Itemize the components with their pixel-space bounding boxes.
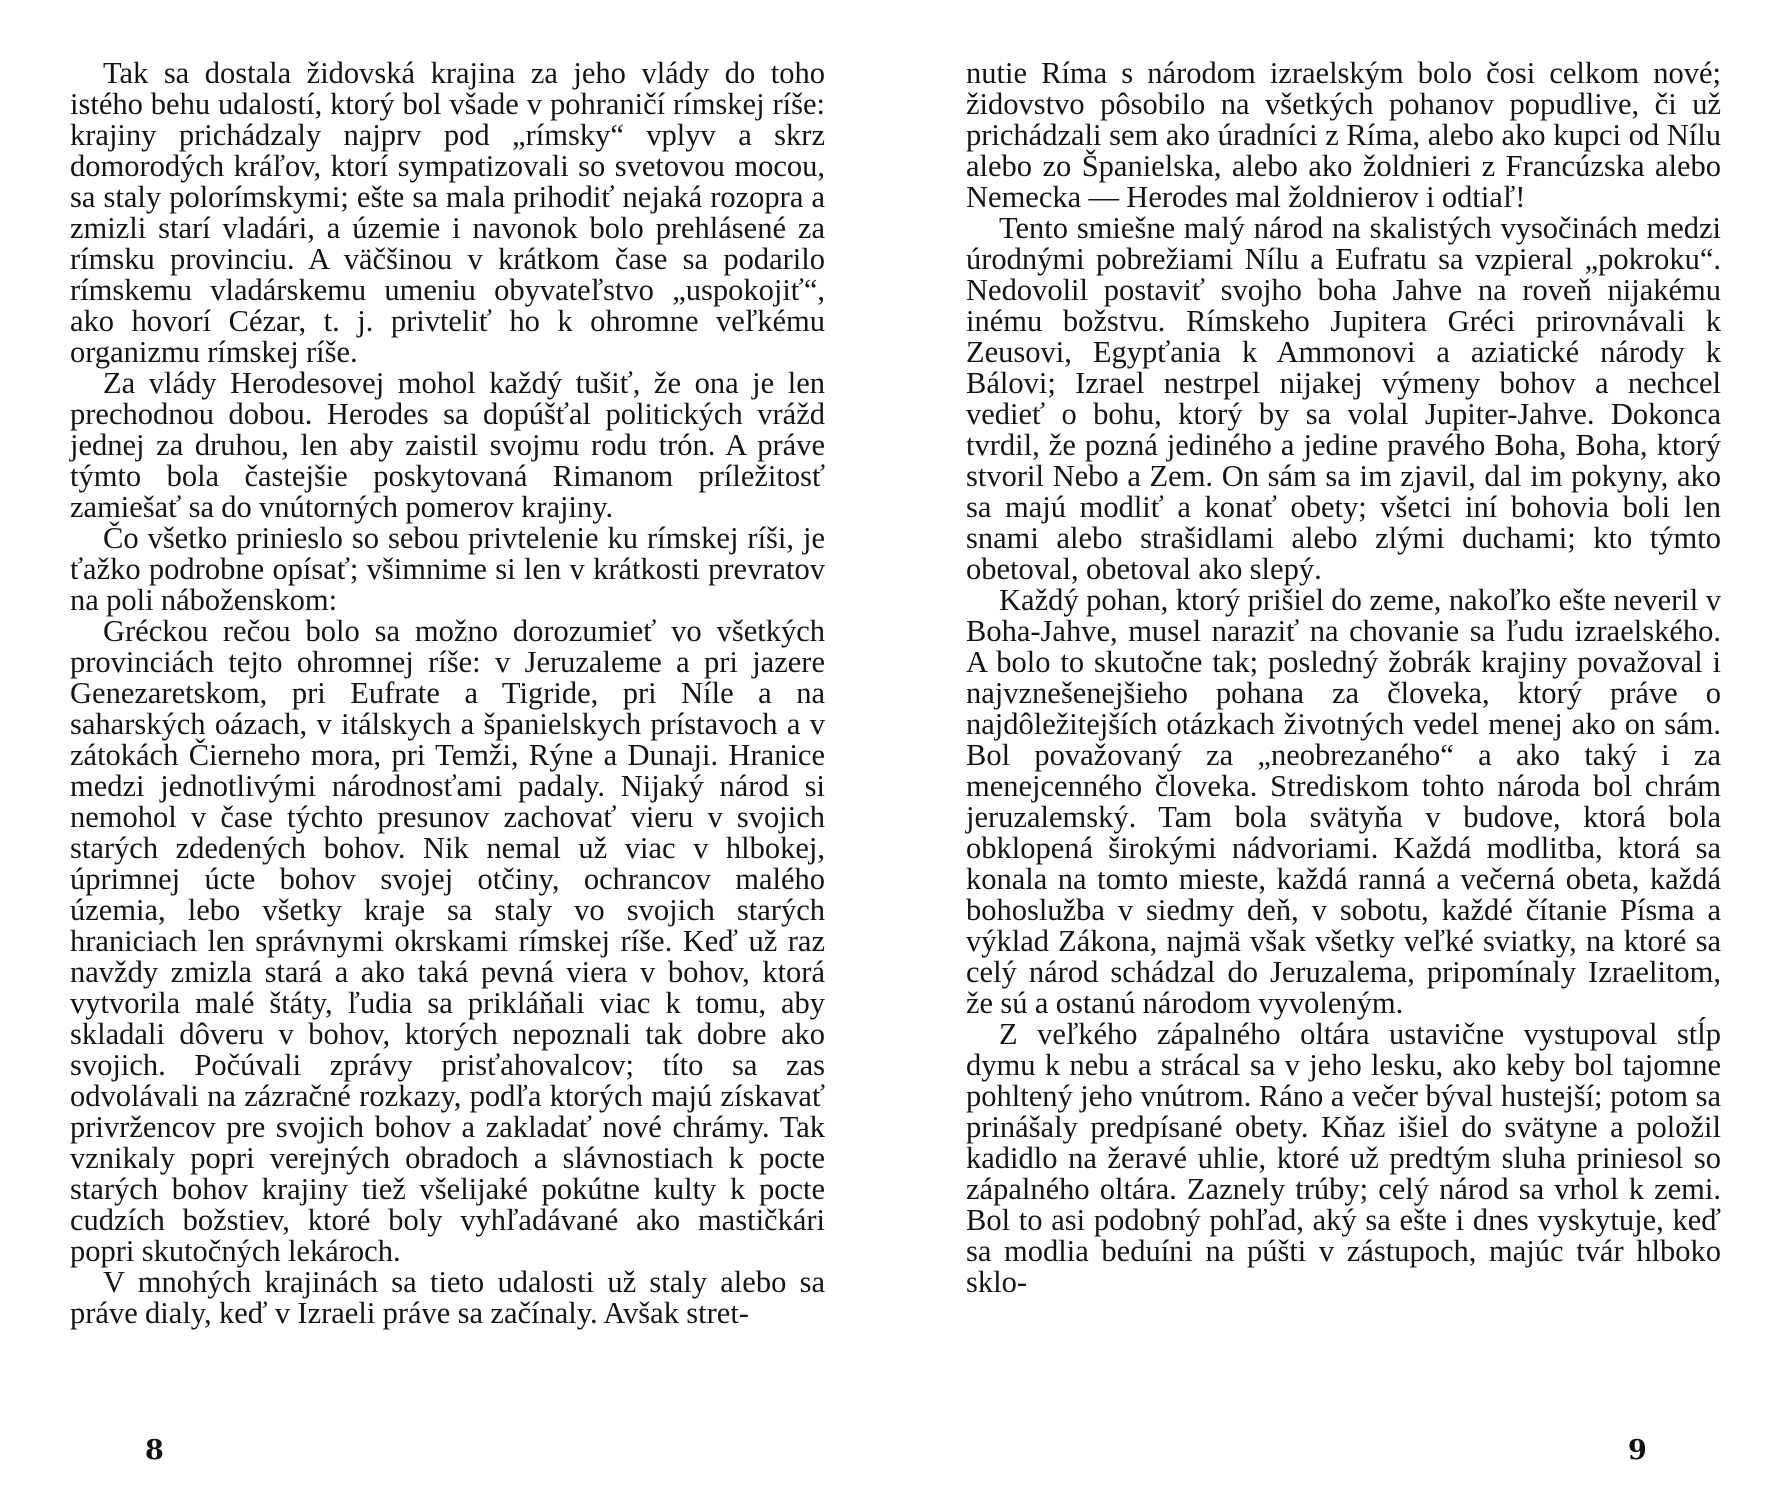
left-paragraph-3: Čo všetko prinieslo so sebou privtelenie ku rímskej ríši, je ťažko podrobne opísať; všimnime si len v krátkosti prevratov na poli náboženskom: [70,521,825,617]
page-number-left: 8 [145,1435,164,1466]
right-page [966,58,1721,1298]
left-paragraph-2: Za vlády Herodesovej mohol každý tušiť, že ona je len prechodnou dobou. Herodes sa dopúšťal politických vrážd jednej za druhou, len aby zaistil svojmu rodu trón. A práve týmto bola častejšie poskytovaná Rimanom príležitosť zamiešať sa do vnútorných pomerov krajiny. [70,366,825,524]
right-paragraph-4: Z veľkého zápalného oltára ustavične vystupoval stĺp dymu k nebu a strácal sa v jeho lesku, ako keby bol tajomne pohltený jeho vnútrom. Ráno a večer býval hustejší; potom sa prinášaly predpísané obety. Kňaz išiel do svätyne a položil kadidlo na žeravé uhlie, ktoré už predtým sluha priniesol so zápalného oltára. Zaznely trúby; celý národ sa vrhol k zemi. Bol to asi podobný pohľad, aký sa ešte i dnes vyskytuje, keď sa modlia beduíni na púšti v zástupoch, majúc tvár hlboko sklo- [966,1017,1721,1299]
right-paragraph-3: Každý pohan, ktorý prišiel do zeme, nakoľko ešte neveril v Boha-Jahve, musel naraziť na chovanie sa ľudu izraelského. A bolo to skutočne tak; posledný žobrák krajiny považoval i najvznešenejšieho pohana za človeka, ktorý práve o najdôležitejších otázkach životných vedel menej ako on sám. Bol považovaný za „neobrezaného“ a ako taký i za menejcenného človeka. Strediskom tohto národa bol chrám jeruzalemský. Tam bola svätyňa v budove, ktorá bola obklopená širokými nádvoriami. Každá modlitba, ktorá sa konala na tomto mieste, každá ranná a večerná obeta, každá bohoslužba v siedmy deň, v sobotu, každé čítanie Písma a výklad Zákona, najmä však všetky veľké sviatky, na ktoré sa celý národ schádzal do Jeruzalema, pripomínaly Izraelitom, že sú a ostanú národom vyvoleným. [966,583,1721,1020]
left-paragraph-4: Gréckou rečou bolo sa možno dorozumieť vo všetkých provinciách tejto ohromnej ríše: v Jeruzaleme a pri jazere Genezaretskom, pri Eufrate a Tigride, pri Níle a na saharských oázach, v itálskych a španielskych prístavoch a v zátokách Čierneho mora, pri Temži, Rýne a Dunaji. Hranice medzi jednotlivými národnosťami padaly. Nijaký národ si nemohol v čase týchto presunov zachovať vieru v svojich starých zdedených bohov. Nik nemal už viac v hlbokej, úprimnej úcte bohov svojej otčiny, ochrancov malého územia, lebo všetky kraje sa staly vo svojich starých hraniciach len správnymi okrskami rímskej ríše. Keď už raz navždy zmizla stará a ako taká pevná viera v bohov, ktorá vytvorila malé štáty, ľudia sa prikláňali viac k tomu, aby skladali dôveru v bohov, ktorých nepoznali tak dobre ako svojich. Počúvali zprávy prisťahovalcov; títo sa zas odvolávali na zázračné rozkazy, podľa ktorých majú získavať privržencov pre svojich bohov a zakladať nové chrámy. Tak vznikaly popri verejných obradoch a slávnostiach k pocte starých bohov krajiny tiež všelijaké pokútne kulty k pocte cudzích božstiev, ktoré boly vyhľadávané ako mastičkári popri skutočných lekároch. [70,614,825,1268]
page-number-right: 9 [1628,1435,1647,1466]
left-paragraph-5: V mnohých krajinách sa tieto udalosti už staly alebo sa práve dialy, keď v Izraeli práve sa začínaly. Avšak stret- [70,1265,825,1330]
right-paragraph-1: nutie Ríma s národom izraelským bolo čosi celkom nové; židovstvo pôsobilo na všetkých pohanov popudlive, či už prichádzali sem ako úradníci z Ríma, alebo ako kupci od Nílu alebo zo Španielska, alebo ako žoldnieri z Francúzska alebo Nemecka — Herodes mal žoldnierov i odtiaľ! [966,56,1721,214]
right-paragraph-2: Tento smiešne malý národ na skalistých vysočinách medzi úrodnými pobrežiami Nílu a Eufratu sa vzpieral „pokroku“. Nedovolil postaviť svojho boha Jahve na roveň nijakému inému božstvu. Rímskeho Jupitera Gréci prirovnávali k Zeusovi, Egypťania k Ammonovi a aziatické národy k Bálovi; Izrael nestrpel nijakej výmeny bohov a nechcel vedieť o bohu, ktorý by sa volal Jupiter-Jahve. Dokonca tvrdil, že pozná jediného a jedine pravého Boha, Boha, ktorý stvoril Nebo a Zem. On sám sa im zjavil, dal im pokyny, ako sa majú modliť a konať obety; všetci iní bohovia boli len snami alebo strašidlami alebo zlými duchami; kto týmto obetoval, obetoval ako slepý. [966,211,1721,586]
left-page [70,58,825,1329]
left-paragraph-1: Tak sa dostala židovská krajina za jeho vlády do toho istého behu udalostí, ktorý bol všade v pohraničí rímskej ríše: krajiny prichádzaly najprv pod „rímsky“ vplyv a skrz domorodých kráľov, ktorí sympatizovali so svetovou mocou, sa staly polorímskymi; ešte sa mala prihodiť nejaká rozopra a zmizli starí vladári, a územie i navonok bolo prehlásené za rímsku provinciu. A väčšinou v krátkom čase sa podarilo rímskemu vladárskemu umeniu obyvateľstvo „uspokojiť“, ako hovorí Cézar, t. j. privteliť ho k ohromne veľkému organizmu rímskej ríše. [70,56,825,369]
